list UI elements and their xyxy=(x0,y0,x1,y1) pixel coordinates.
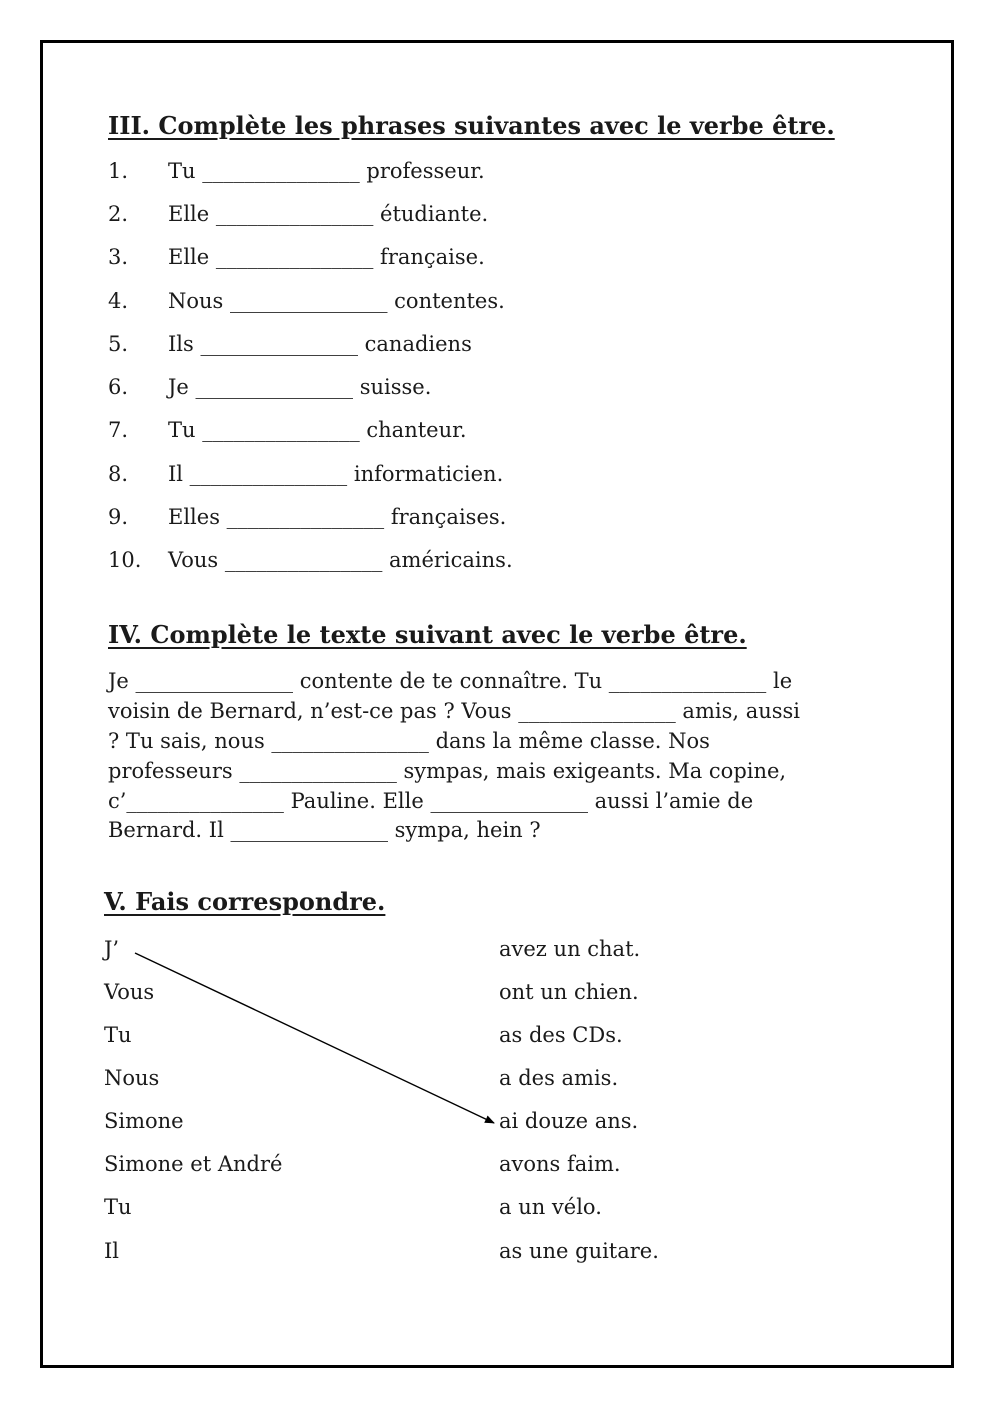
list-item-text: Tu _______________ chanteur. xyxy=(168,418,467,442)
list-item-text: Elle _______________ étudiante. xyxy=(168,202,489,226)
list-item-text: Ils _______________ canadiens xyxy=(168,332,472,356)
match-right-item: a un vélo. xyxy=(499,1195,602,1219)
list-item-text: Il _______________ informaticien. xyxy=(168,462,504,486)
item-number: 1. xyxy=(108,159,129,183)
item-number: 8. xyxy=(108,462,129,486)
item-number: 10. xyxy=(108,548,142,572)
list-item-text: Elle _______________ française. xyxy=(168,245,485,269)
list-item-text: Tu _______________ professeur. xyxy=(168,159,485,183)
section5-heading: V. Fais correspondre. xyxy=(104,887,386,916)
list-item-text: Je _______________ suisse. xyxy=(168,375,432,399)
paragraph-line: c’_______________ Pauline. Elle _______________ aussi l’amie de xyxy=(108,789,754,813)
list-item-text: Vous _______________ américains. xyxy=(168,548,513,572)
match-left-item: J’ xyxy=(104,937,120,961)
item-number: 7. xyxy=(108,418,129,442)
match-left-item: Tu xyxy=(104,1023,132,1047)
list-item-text: Nous _______________ contentes. xyxy=(168,289,505,313)
item-number: 6. xyxy=(108,375,129,399)
section3-heading: III. Complète les phrases suivantes avec le verbe être. xyxy=(108,111,835,140)
match-right-item: avons faim. xyxy=(499,1152,621,1176)
item-number: 9. xyxy=(108,505,129,529)
paragraph-line: voisin de Bernard, n’est-ce pas ? Vous _______________ amis, aussi xyxy=(108,699,801,723)
match-right-item: avez un chat. xyxy=(499,937,641,961)
section4-heading: IV. Complète le texte suivant avec le verbe être. xyxy=(108,620,747,649)
list-item-text: Elles _______________ françaises. xyxy=(168,505,507,529)
match-left-item: Tu xyxy=(104,1195,132,1219)
match-left-item: Il xyxy=(104,1239,120,1263)
paragraph-line: ? Tu sais, nous _______________ dans la même classe. Nos xyxy=(108,729,710,753)
item-number: 3. xyxy=(108,245,129,269)
match-right-item: as des CDs. xyxy=(499,1023,623,1047)
match-left-item: Vous xyxy=(104,980,155,1004)
match-right-item: ont un chien. xyxy=(499,980,639,1004)
match-right-item: a des amis. xyxy=(499,1066,619,1090)
match-left-item: Simone xyxy=(104,1109,184,1133)
match-left-item: Nous xyxy=(104,1066,160,1090)
paragraph-line: Je _______________ contente de te connaître. Tu _______________ le xyxy=(108,669,793,693)
item-number: 5. xyxy=(108,332,129,356)
match-right-item: as une guitare. xyxy=(499,1239,659,1263)
paragraph-line: professeurs _______________ sympas, mais exigeants. Ma copine, xyxy=(108,759,787,783)
paragraph-line: Bernard. Il _______________ sympa, hein ? xyxy=(108,818,541,842)
item-number: 4. xyxy=(108,289,129,313)
item-number: 2. xyxy=(108,202,129,226)
arrow-line xyxy=(135,953,494,1123)
match-left-item: Simone et André xyxy=(104,1152,283,1176)
match-right-item: ai douze ans. xyxy=(499,1109,639,1133)
